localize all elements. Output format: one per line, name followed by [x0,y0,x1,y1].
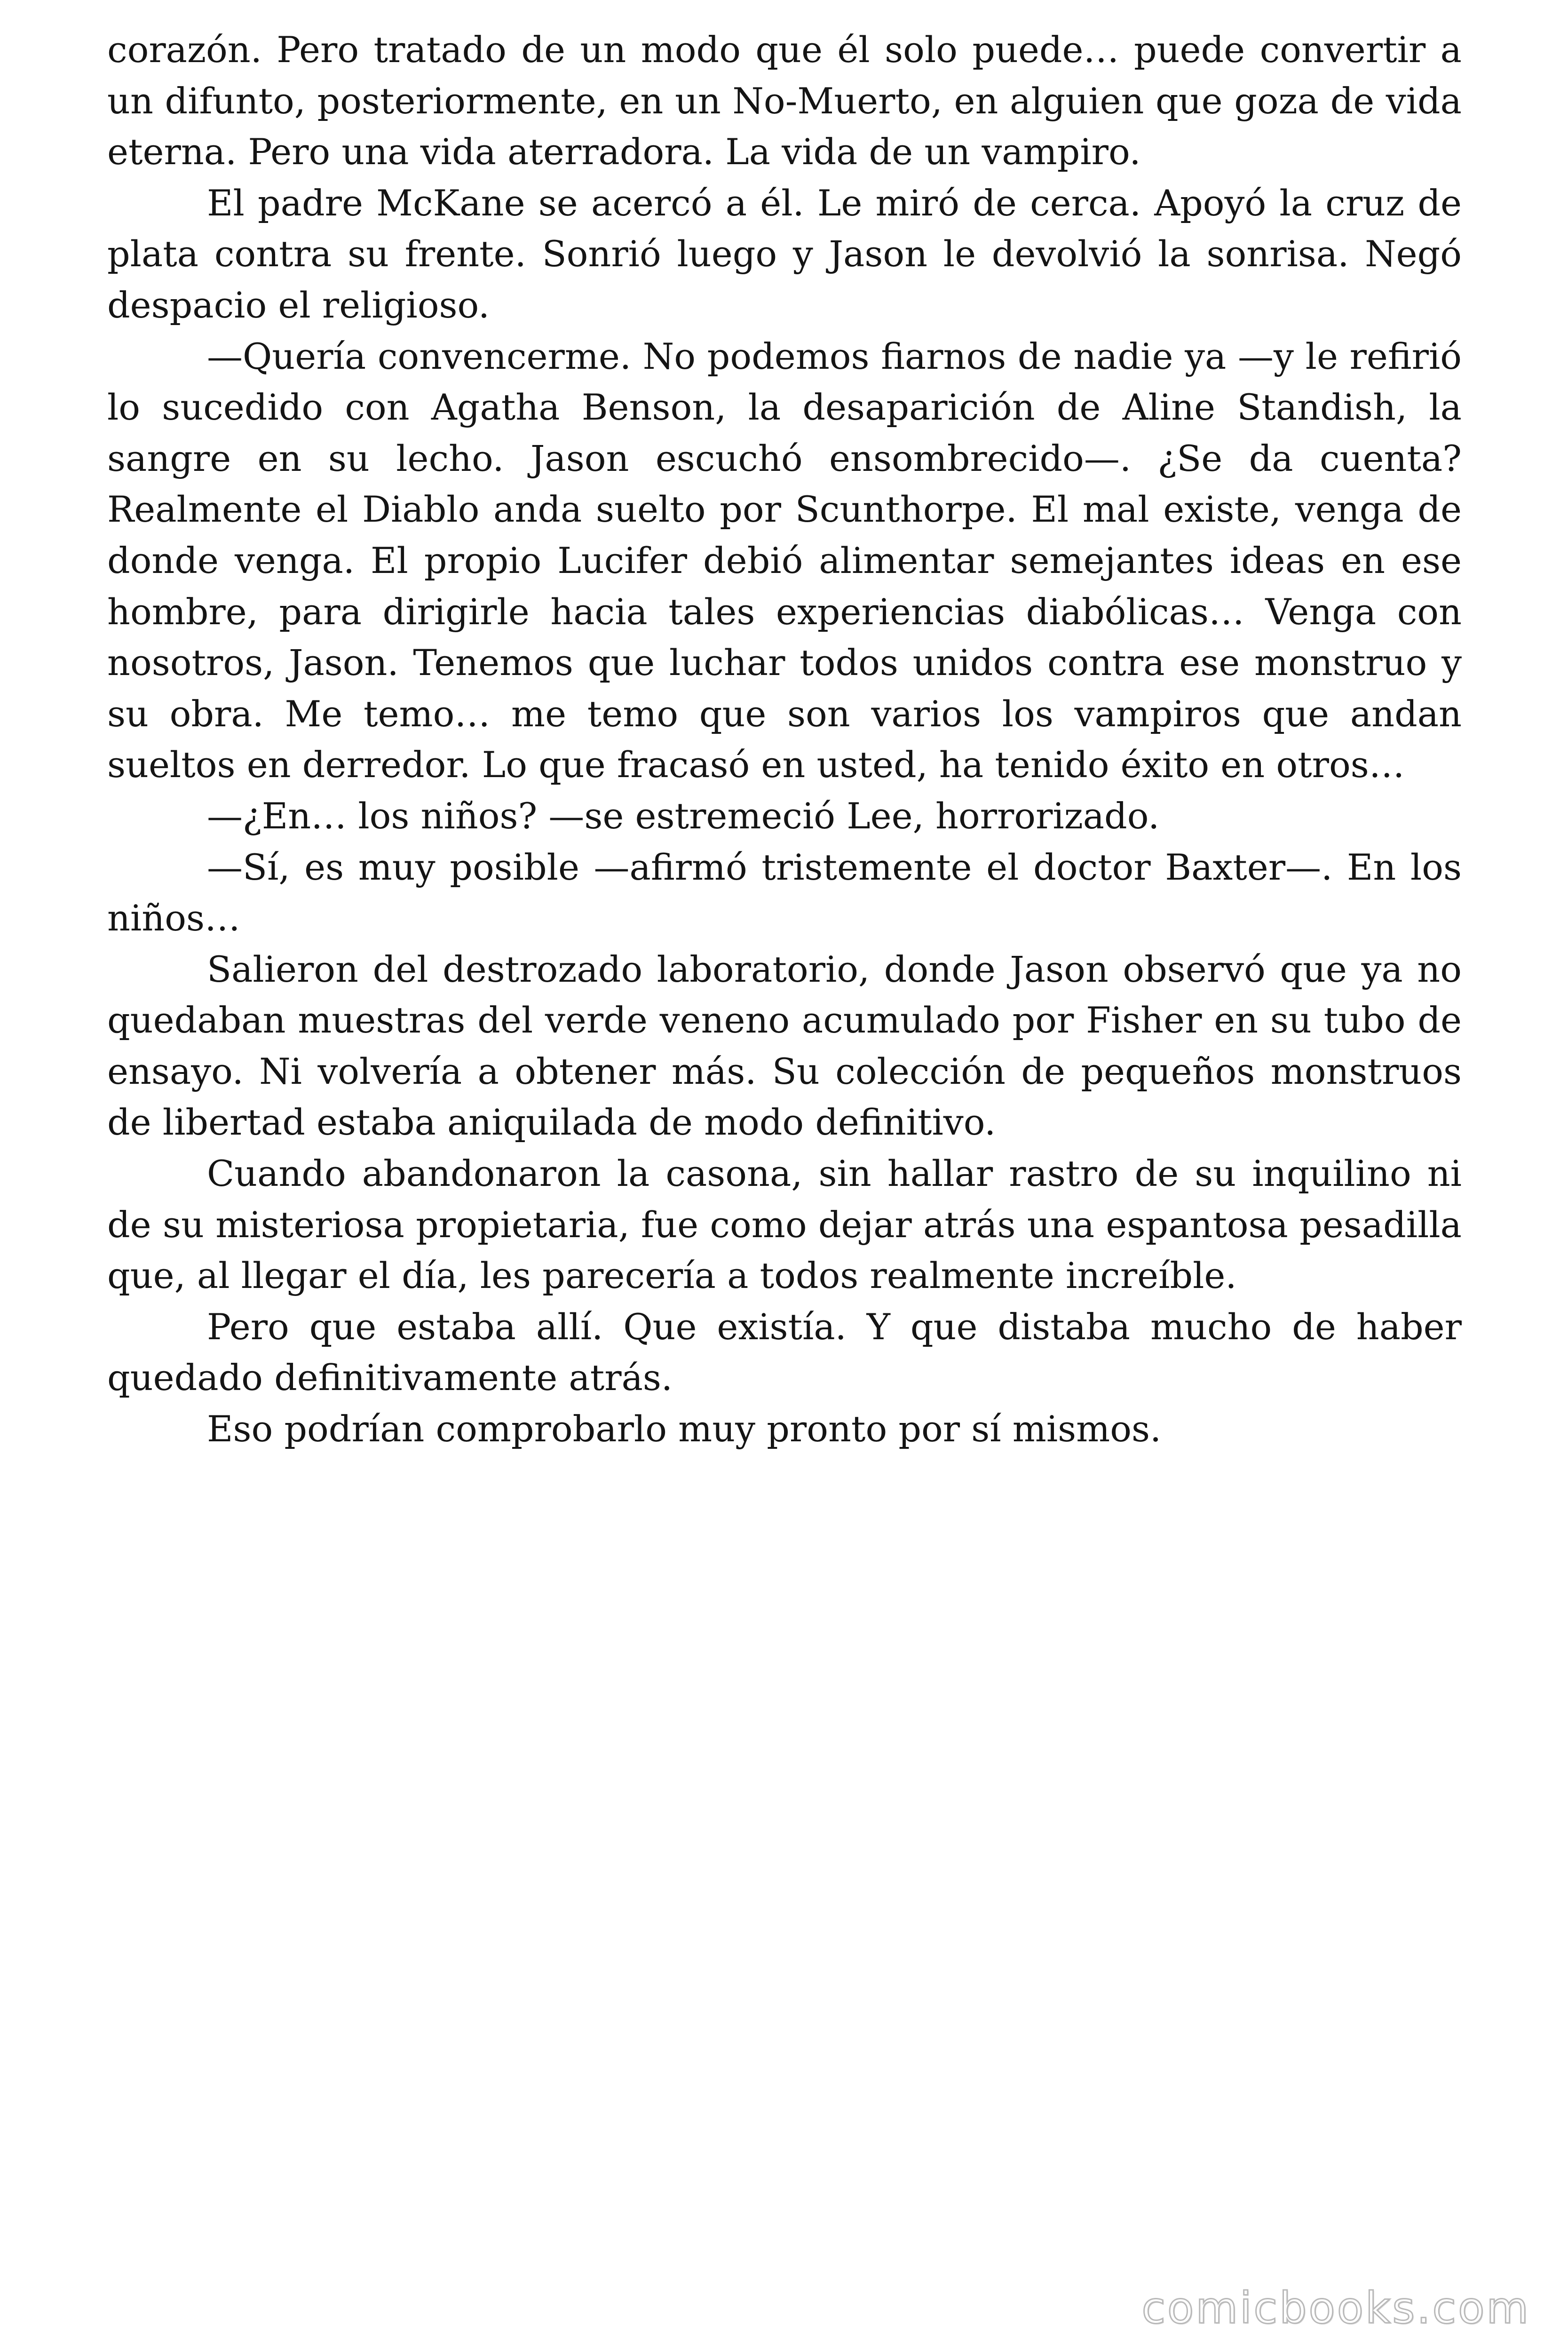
paragraph-laboratorio: Salieron del destrozado laboratorio, donde Jason observó que ya no quedaban muestras del verde veneno acumulado por Fisher en su tubo de ensayo. Ni volvería a obtener más. Su colección de pequeños monstruos de libertad estaba aniquilada de modo definitivo. [107,948,1462,1144]
paragraph-continued: corazón. Pero tratado de un modo que él solo puede… puede convertir a un difunto, posteriormente, en un No-Muerto, en alguien que goza de vida eterna. Pero una vida aterradora. La vida de un vampiro. [107,29,1462,173]
paragraph-dialogue-ninos: —¿En… los niños? —se estremeció Lee, horrorizado. [207,795,1160,837]
paragraph-final: Eso podrían comprobarlo muy pronto por sí mismos. [207,1408,1162,1450]
paragraph-father-mckane: El padre McKane se acercó a él. Le miró de cerca. Apoyó la cruz de plata contra su frente. Sonrió luego y Jason le devolvió la sonrisa. Negó despacio el religioso. [107,182,1462,326]
paragraph-existia: Pero que estaba allí. Que existía. Y que distaba mucho de haber quedado definitivamente atrás. [107,1305,1462,1399]
book-page [107,24,1462,1455]
paragraph-dialogue-queria: —Quería convencerme. No podemos fiarnos de nadie ya —y le refirió lo sucedido con Agatha Benson, la desaparición de Aline Standish, la sangre en su lecho. Jason escuchó ensombrecido—. ¿Se da cuenta? Realmente el Diablo anda suelto por Scunthorpe. El mal existe, venga de donde venga. El propio Lucifer debió alimentar semejantes ideas en ese hombre, para dirigirle hacia tales experiencias diabólicas… Venga con nosotros, Jason. Tenemos que luchar todos unidos contra ese monstruo y su obra. Me temo… me temo que son varios los vampiros que andan sueltos en derredor. Lo que fracasó en usted, ha tenido éxito en otros… [107,335,1462,786]
page-text [107,24,1462,1455]
paragraph-casona: Cuando abandonaron la casona, sin hallar rastro de su inquilino ni de su misteriosa propietaria, fue como dejar atrás una espantosa pesadilla que, al llegar el día, les parecería a todos realmente increíble. [107,1152,1462,1297]
watermark-logo: comicbooks.com [1141,2283,1530,2333]
paragraph-dialogue-baxter: —Sí, es muy posible —afirmó tristemente el doctor Baxter—. En los niños… [107,846,1462,939]
